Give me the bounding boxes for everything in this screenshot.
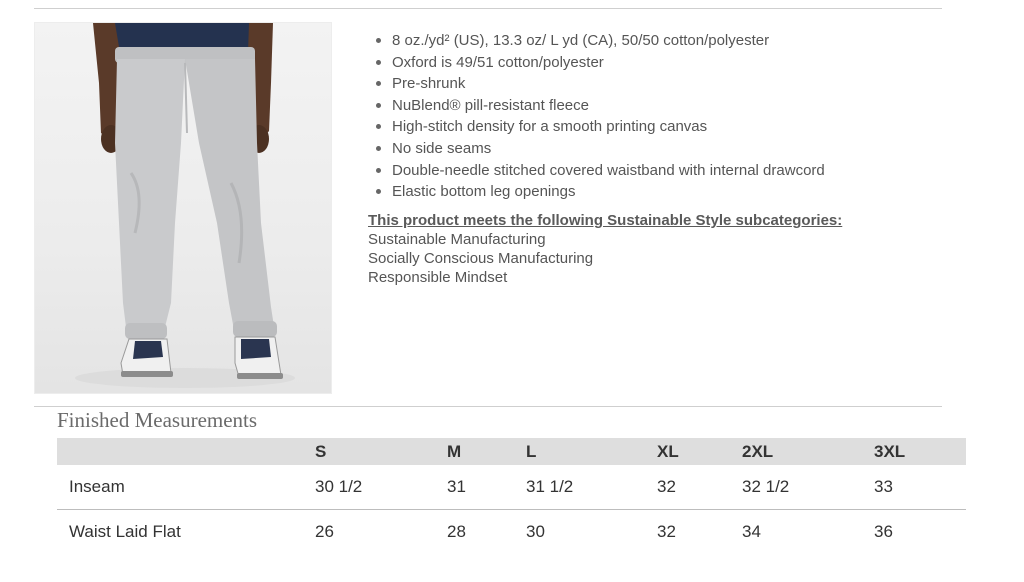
feature-text: No side seams	[392, 139, 492, 157]
column-header-2xl: 2XL	[742, 442, 774, 461]
table-cell: 34	[742, 522, 761, 541]
feature-item	[392, 95, 825, 117]
row-label: Inseam	[69, 477, 125, 496]
sustainability-item: Socially Conscious Manufacturing	[368, 250, 594, 267]
sustainability-item: Responsible Mindset	[368, 269, 508, 286]
table-cell: 32	[657, 522, 676, 541]
column-header-m: M	[447, 442, 462, 461]
feature-text: Pre-shrunk	[392, 75, 466, 93]
table-row	[57, 465, 966, 510]
measurements-title: Finished Measurements	[57, 408, 258, 432]
feature-item	[392, 138, 825, 160]
feature-text: 8 oz./yd² (US), 13.3 oz/ L yd (CA), 50/50 cotton/polyester	[392, 32, 770, 49]
column-header-xl: XL	[657, 442, 679, 461]
feature-text: High-stitch density for a smooth printing canvas	[392, 118, 708, 136]
bullet-icon	[376, 146, 381, 151]
bullet-icon	[376, 189, 381, 194]
table-cell: 26	[315, 522, 334, 541]
feature-item	[392, 73, 825, 95]
table-cell: 36	[874, 522, 893, 541]
feature-item	[392, 181, 825, 203]
sustainability-item: Sustainable Manufacturing	[368, 231, 546, 248]
feature-list	[372, 30, 825, 203]
table-cell: 33	[874, 477, 893, 496]
feature-item	[392, 30, 825, 52]
feature-text: Elastic bottom leg openings	[392, 183, 576, 201]
feature-text: NuBlend® pill-resistant fleece	[392, 96, 589, 114]
feature-item	[392, 52, 825, 74]
table-cell: 31	[447, 477, 466, 496]
sweatpants-model-illustration	[35, 23, 332, 394]
top-divider	[34, 8, 942, 9]
bullet-icon	[376, 168, 381, 173]
feature-item	[392, 160, 825, 182]
feature-text: Oxford is 49/51 cotton/polyester	[392, 53, 604, 71]
table-cell: 30	[526, 522, 545, 541]
bullet-icon	[376, 124, 381, 129]
feature-item	[392, 116, 825, 138]
bullet-icon	[376, 103, 381, 108]
row-label: Waist Laid Flat	[69, 522, 181, 541]
table-cell: 28	[447, 522, 466, 541]
feature-text: Double-needle stitched covered waistband with internal drawcord	[392, 161, 825, 179]
column-header-3xl: 3XL	[874, 442, 906, 461]
table-cell: 30 1/2	[315, 477, 363, 496]
table-row	[57, 510, 966, 554]
measurements-table	[57, 438, 966, 554]
bullet-icon	[376, 60, 381, 65]
column-header-s: S	[315, 442, 327, 461]
sustainability-heading: This product meets the following Sustainable Style subcategories:	[368, 212, 843, 229]
table-header-row	[57, 438, 966, 465]
sustainability-section	[368, 211, 842, 287]
table-cell: 32 1/2	[742, 477, 790, 496]
product-image	[34, 22, 332, 394]
bullet-icon	[376, 38, 381, 43]
table-cell: 31 1/2	[526, 477, 574, 496]
bullet-icon	[376, 81, 381, 86]
column-header-l: L	[526, 442, 537, 461]
table-cell: 32	[657, 477, 676, 496]
